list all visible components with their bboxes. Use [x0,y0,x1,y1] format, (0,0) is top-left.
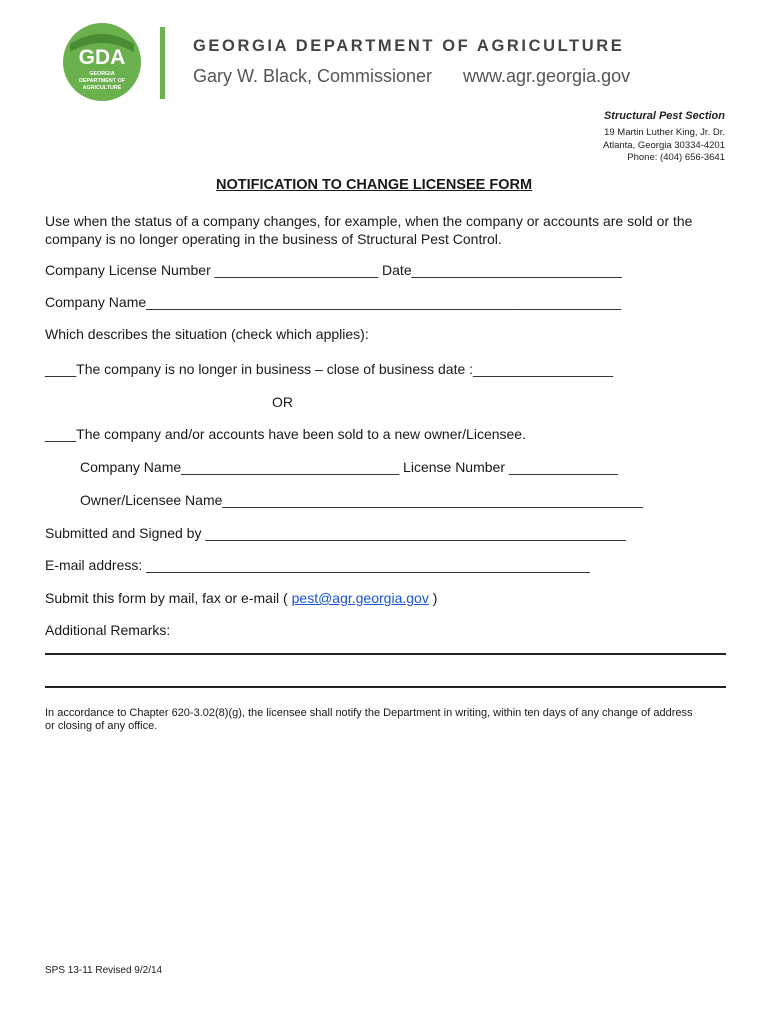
option-closed-checkbox[interactable]: ____The company is no longer in business – close of business date :__________________ [45,361,614,377]
website: www.agr.georgia.gov [463,66,631,86]
intro-line-2: company is no longer operating in the business of Structural Pest Control. [45,231,502,247]
logo-text: GDA [78,46,126,69]
logo-subtext-3: AGRICULTURE [82,85,122,91]
form-title: NOTIFICATION TO CHANGE LICENSEE FORM [216,177,533,193]
remarks-line-2[interactable] [45,686,726,688]
intro-line-1: Use when the status of a company changes, for example, when the company or accounts are sold or the [45,213,693,229]
pest-email-link[interactable]: pest@agr.georgia.gov [291,590,429,606]
section-name: Structural Pest Section [603,110,725,122]
commissioner-name: Gary W. Black, Commissioner [193,66,433,86]
phone-number: Phone: (404) 656-3641 [627,152,725,163]
new-company-license-field[interactable]: Company Name____________________________ License Number ______________ [80,459,618,475]
situation-question: Which describes the situation (check which applies): [45,326,369,342]
submit-instructions [45,590,437,606]
submitted-signed-field[interactable]: Submitted and Signed by ______________________________________________________ [45,525,626,541]
city-address: Atlanta, Georgia 30334-4201 [602,140,725,151]
additional-remarks-label: Additional Remarks: [45,622,171,638]
company-name-field[interactable]: Company Name_____________________________________________________________ [45,294,622,310]
logo-subtext-1: GEORGIA [89,71,115,77]
gda-logo [62,22,142,102]
option-sold-checkbox[interactable]: ____The company and/or accounts have been sold to a new owner/Licensee. [45,426,526,442]
street-address: 19 Martin Luther King, Jr. Dr. [604,127,725,138]
submit-prefix: Submit this form by mail, fax or e-mail ( [45,590,292,606]
department-name: GEORGIA DEPARTMENT OF AGRICULTURE [193,37,625,55]
owner-licensee-field[interactable]: Owner/Licensee Name______________________________________________________ [80,492,643,508]
regulation-note-line-2: or closing of any office. [45,720,158,732]
or-separator: OR [272,394,293,410]
regulation-note-line-1: In accordance to Chapter 620-3.02(8)(g), the licensee shall notify the Department in writing, within ten days of any change of address [45,707,693,719]
logo-subtext-2: DEPARTMENT OF [78,78,126,84]
submit-suffix: ) [428,590,438,606]
form-revision: SPS 13-11 Revised 9/2/14 [45,965,163,976]
remarks-line-1[interactable] [45,653,726,655]
email-address-field[interactable]: E-mail address: _________________________________________________________ [45,557,590,573]
license-number-date-field[interactable]: Company License Number _____________________ Date___________________________ [45,262,622,278]
header-divider [160,27,165,99]
